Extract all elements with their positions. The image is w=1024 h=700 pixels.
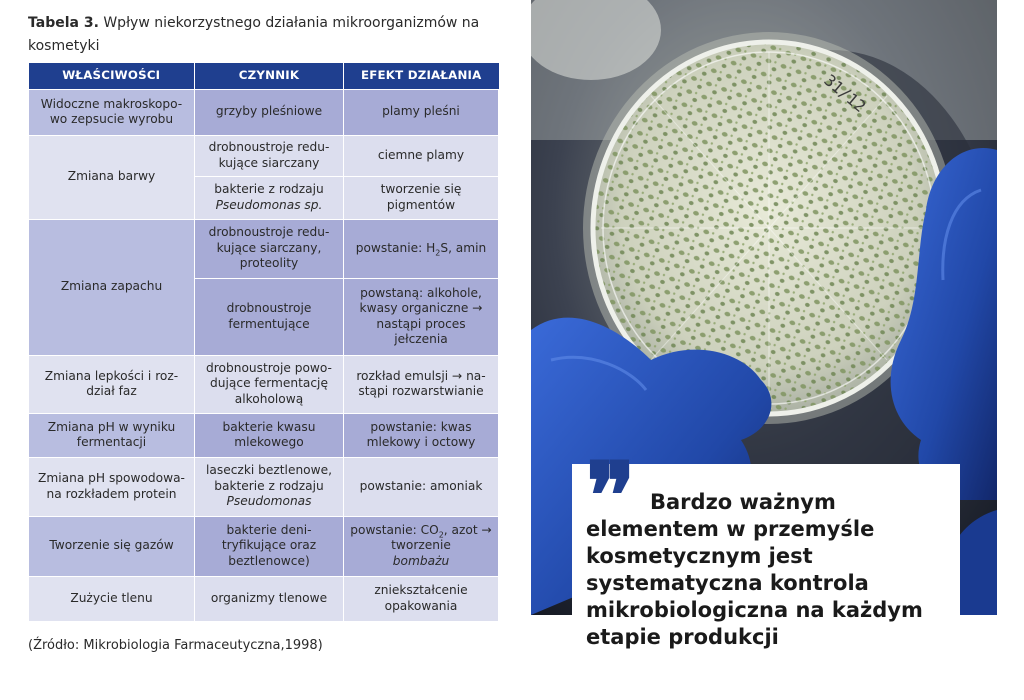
- cell-property: Zmiana pH spowodowa-na rozkładem protein: [29, 457, 195, 516]
- quote-mark-icon: ❞: [586, 442, 636, 550]
- header-properties: WŁAŚCIWOŚCI: [29, 63, 195, 89]
- table-caption-text: Wpływ niekorzystnego działania mikroorganizmów na kosmetyki: [28, 15, 480, 54]
- cell-factor: drobnoustroje fermentujące: [195, 278, 344, 355]
- effect-text: powstanie: CO: [350, 522, 439, 537]
- cell-property: Zmiana barwy: [29, 135, 195, 219]
- cell-effect: ciemne plamy: [344, 135, 499, 176]
- table-caption: [28, 12, 498, 58]
- cell-effect: rozkład emulsji → na-stąpi rozwarstwianie: [344, 355, 499, 413]
- effect-text: powstanie: H: [355, 240, 436, 255]
- cell-property: Zmiana zapachu: [29, 219, 195, 355]
- microorganisms-table: [28, 63, 499, 622]
- factor-italic-text: Pseudomonas sp.: [215, 197, 323, 212]
- effect-subscript: 2: [438, 530, 444, 540]
- table-row: [29, 413, 499, 457]
- cell-factor: drobnoustroje redu-kujące siarczany, proteolity: [195, 219, 344, 278]
- factor-text: bakterie z rodzaju: [214, 182, 324, 196]
- cell-factor: [195, 457, 344, 516]
- pull-quote-text: Bardzo ważnym elementem w przemyśle kosmetycznym jest systematyczna kontrola mikrobiologiczna na każdym etapie produkcji: [586, 490, 923, 649]
- header-effect: EFEKT DZIAŁANIA: [344, 63, 499, 89]
- cell-property: Zmiana lepkości i roz-dział faz: [29, 355, 195, 413]
- cell-effect: powstaną: alkohole, kwasy organiczne → nastąpi proces jełczenia: [344, 278, 499, 355]
- header-factor: CZYNNIK: [195, 63, 344, 89]
- factor-text: laseczki beztlenowe, bakterie z rodzaju: [206, 463, 332, 493]
- table-row: [29, 457, 499, 516]
- cell-property: Zużycie tlenu: [29, 576, 195, 621]
- cell-effect: [344, 516, 499, 576]
- effect-subscript: 2: [435, 248, 441, 258]
- effect-text-rest: S, amin: [440, 240, 487, 255]
- cell-effect: plamy pleśni: [344, 89, 499, 135]
- effect-italic-text: bombażu: [392, 553, 450, 568]
- cell-factor: bakterie kwasu mlekowego: [195, 413, 344, 457]
- table-caption-number: Tabela 3.: [28, 15, 99, 31]
- dish-label: 31/12: [820, 70, 870, 117]
- cell-factor: grzyby pleśniowe: [195, 89, 344, 135]
- source-note: (Źródło: Mikrobiologia Farmaceutyczna,1998): [28, 638, 323, 653]
- table-row: [29, 219, 499, 278]
- table-row: [29, 355, 499, 413]
- cell-effect: zniekształcenie opakowania: [344, 576, 499, 621]
- table-row: [29, 89, 499, 135]
- cell-property: Tworzenie się gazów: [29, 516, 195, 576]
- cell-factor: [195, 176, 344, 219]
- factor-italic-text: Pseudomonas: [226, 494, 312, 509]
- cell-effect: [344, 219, 499, 278]
- cell-factor: drobnoustroje powo-dujące fermentację alkoholową: [195, 355, 344, 413]
- cell-property: Widoczne makroskopo-wo zepsucie wyrobu: [29, 89, 195, 135]
- table-header-row: [29, 63, 499, 89]
- table-row: [29, 135, 499, 176]
- table-row: [29, 516, 499, 576]
- cell-effect: powstanie: amoniak: [344, 457, 499, 516]
- cell-factor: drobnoustroje redu-kujące siarczany: [195, 135, 344, 176]
- cell-effect: powstanie: kwas mlekowy i octowy: [344, 413, 499, 457]
- effect-text-rest: , azot → tworzenie: [391, 522, 492, 553]
- cell-factor: organizmy tlenowe: [195, 576, 344, 621]
- cell-effect: tworzenie się pigmentów: [344, 176, 499, 219]
- table-row: [29, 576, 499, 621]
- cell-factor: bakterie deni-tryfikujące oraz beztlenowce): [195, 516, 344, 576]
- cell-property: Zmiana pH w wyniku fermentacji: [29, 413, 195, 457]
